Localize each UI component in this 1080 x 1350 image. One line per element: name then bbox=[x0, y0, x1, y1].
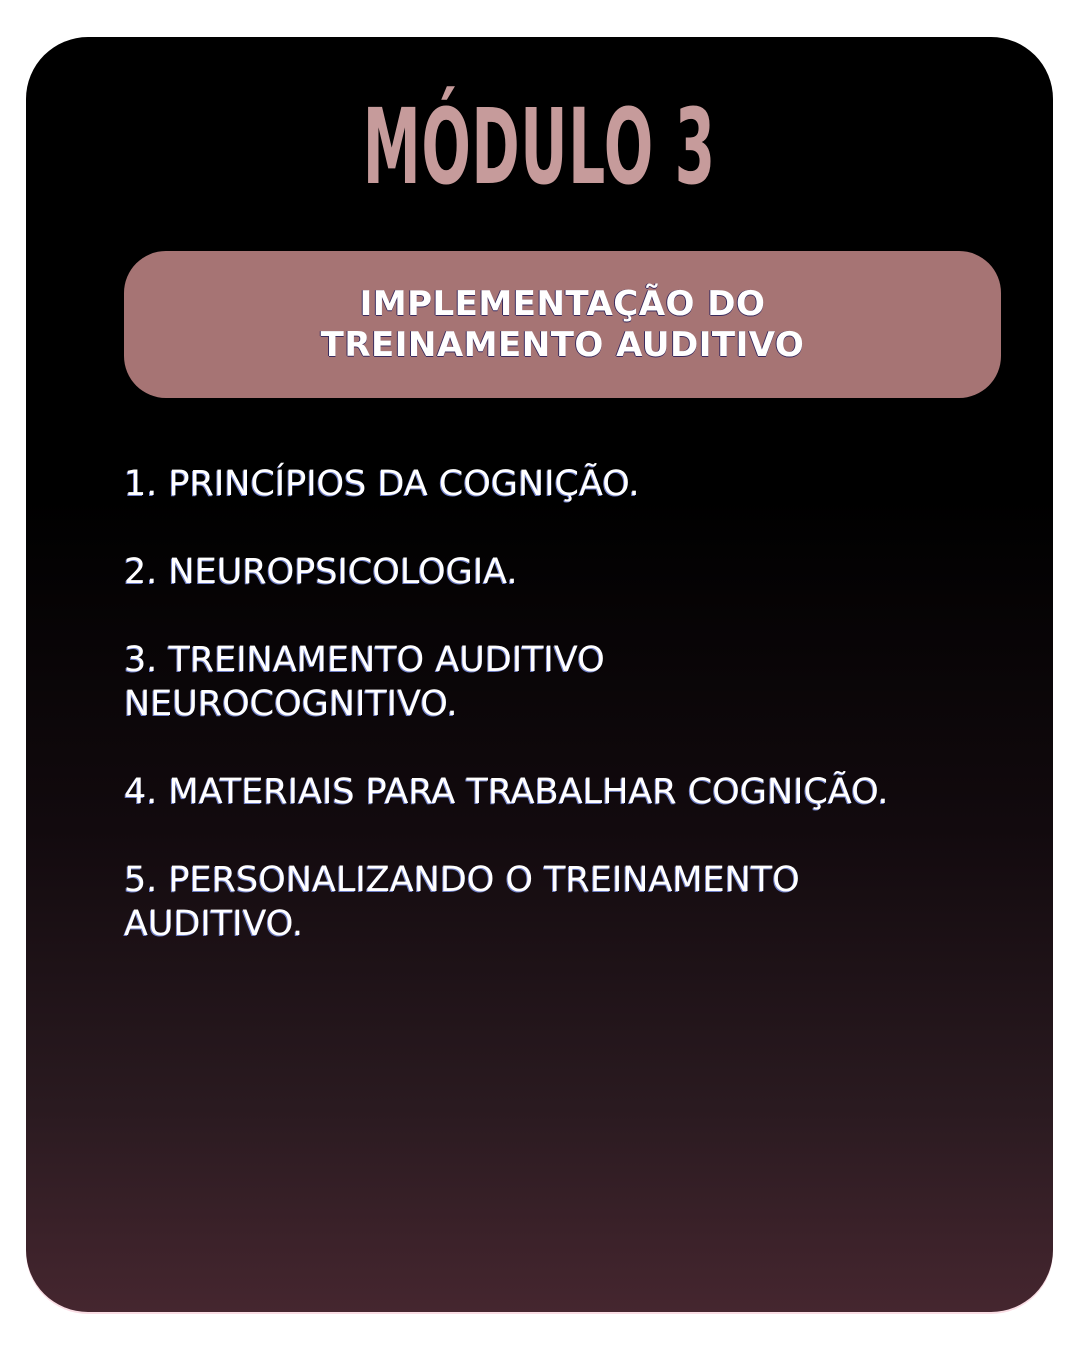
topic-text: 3. TREINAMENTO AUDITIVO bbox=[124, 640, 605, 680]
topic-text: 4. MATERIAIS PARA TRABALHAR COGNIÇÃO. bbox=[124, 772, 889, 812]
module-subtitle-banner bbox=[124, 251, 1001, 398]
module-card bbox=[26, 37, 1053, 1312]
topic-list bbox=[124, 462, 1034, 990]
topic-text-continued: AUDITIVO. bbox=[124, 904, 304, 944]
topic-item-1 bbox=[124, 462, 1034, 506]
module-title: MÓDULO 3 bbox=[362, 86, 716, 208]
topic-text: 2. NEUROPSICOLOGIA. bbox=[124, 552, 518, 592]
topic-item-5 bbox=[124, 858, 1034, 946]
module-subtitle-line-2: TREINAMENTO AUDITIVO bbox=[320, 324, 805, 365]
topic-text: 5. PERSONALIZANDO O TREINAMENTO bbox=[124, 860, 800, 900]
topic-text-continued: NEUROCOGNITIVO. bbox=[124, 684, 458, 724]
topic-item-2 bbox=[124, 550, 1034, 594]
module-subtitle-line-1: IMPLEMENTAÇÃO DO bbox=[359, 283, 766, 324]
topic-text: 1. PRINCÍPIOS DA COGNIÇÃO. bbox=[124, 464, 640, 504]
topic-item-4 bbox=[124, 770, 1034, 814]
topic-item-3 bbox=[124, 638, 1034, 726]
